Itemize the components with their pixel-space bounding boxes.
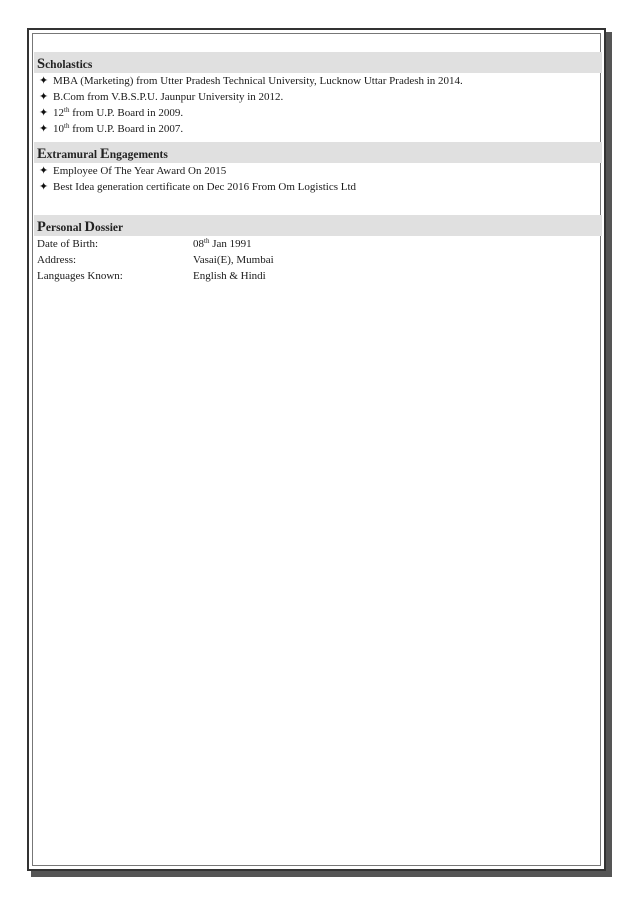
list-item [34, 163, 602, 179]
list-item-text: MBA (Marketing) from Utter Pradesh Technical University, Lucknow Uttar Pradesh in 2014. [53, 75, 463, 87]
heading-initial: P [37, 219, 46, 235]
dossier-heading [34, 215, 602, 236]
list-item [34, 179, 602, 195]
list-item-text: B.Com from V.B.S.P.U. Jaunpur University in 2012. [53, 91, 284, 103]
list-item-text: Employee Of The Year Award On 2015 [53, 165, 227, 177]
heading-rest: ngagements [109, 149, 168, 161]
ordinal-suffix: th [204, 237, 210, 245]
four-point-star-icon: ✦ [39, 91, 49, 103]
list-item-text: 12 [53, 107, 64, 119]
heading-initial: S [37, 56, 46, 72]
scholastics-heading [34, 52, 602, 73]
dossier-row-address [34, 252, 602, 268]
ordinal-suffix: th [64, 122, 70, 130]
four-point-star-icon: ✦ [39, 123, 49, 135]
list-item [34, 121, 602, 137]
list-item [34, 89, 602, 105]
ordinal-suffix: th [64, 106, 70, 114]
section-spacer [34, 195, 602, 215]
heading-rest: ersonal [45, 222, 85, 234]
heading-rest: xtramural [46, 149, 101, 161]
heading-initial: E [100, 146, 110, 162]
heading-rest: ossier [95, 222, 124, 234]
dossier-label: Address: [37, 254, 77, 266]
value-text: Jan 1991 [209, 238, 252, 250]
extramural-list [34, 163, 602, 195]
dossier-row-languages [34, 268, 602, 284]
dossier-value: Vasai(E), Mumbai [193, 254, 274, 266]
list-item-text: 10 [53, 123, 64, 135]
heading-initial: E [37, 146, 47, 162]
list-item [34, 73, 602, 89]
list-item-text: from U.P. Board in 2009. [69, 107, 184, 119]
dossier-label: Date of Birth: [37, 238, 99, 250]
dossier-label: Languages Known: [37, 270, 123, 282]
scholastics-list [34, 73, 602, 137]
resume-content [34, 52, 602, 284]
dossier-row-dob [34, 236, 602, 252]
list-item-text: from U.P. Board in 2007. [69, 123, 184, 135]
heading-rest: cholastics [45, 59, 93, 71]
four-point-star-icon: ✦ [39, 165, 49, 177]
dossier-value [193, 236, 252, 252]
dossier-table [34, 236, 602, 284]
list-item [34, 105, 602, 121]
dossier-value: English & Hindi [193, 270, 266, 282]
extramural-heading [34, 142, 602, 163]
four-point-star-icon: ✦ [39, 107, 49, 119]
four-point-star-icon: ✦ [39, 75, 49, 87]
list-item-text: Best Idea generation certificate on Dec 2016 From Om Logistics Ltd [53, 181, 357, 193]
four-point-star-icon: ✦ [39, 181, 49, 193]
heading-initial: D [84, 219, 95, 235]
value-text: 08 [193, 238, 204, 250]
